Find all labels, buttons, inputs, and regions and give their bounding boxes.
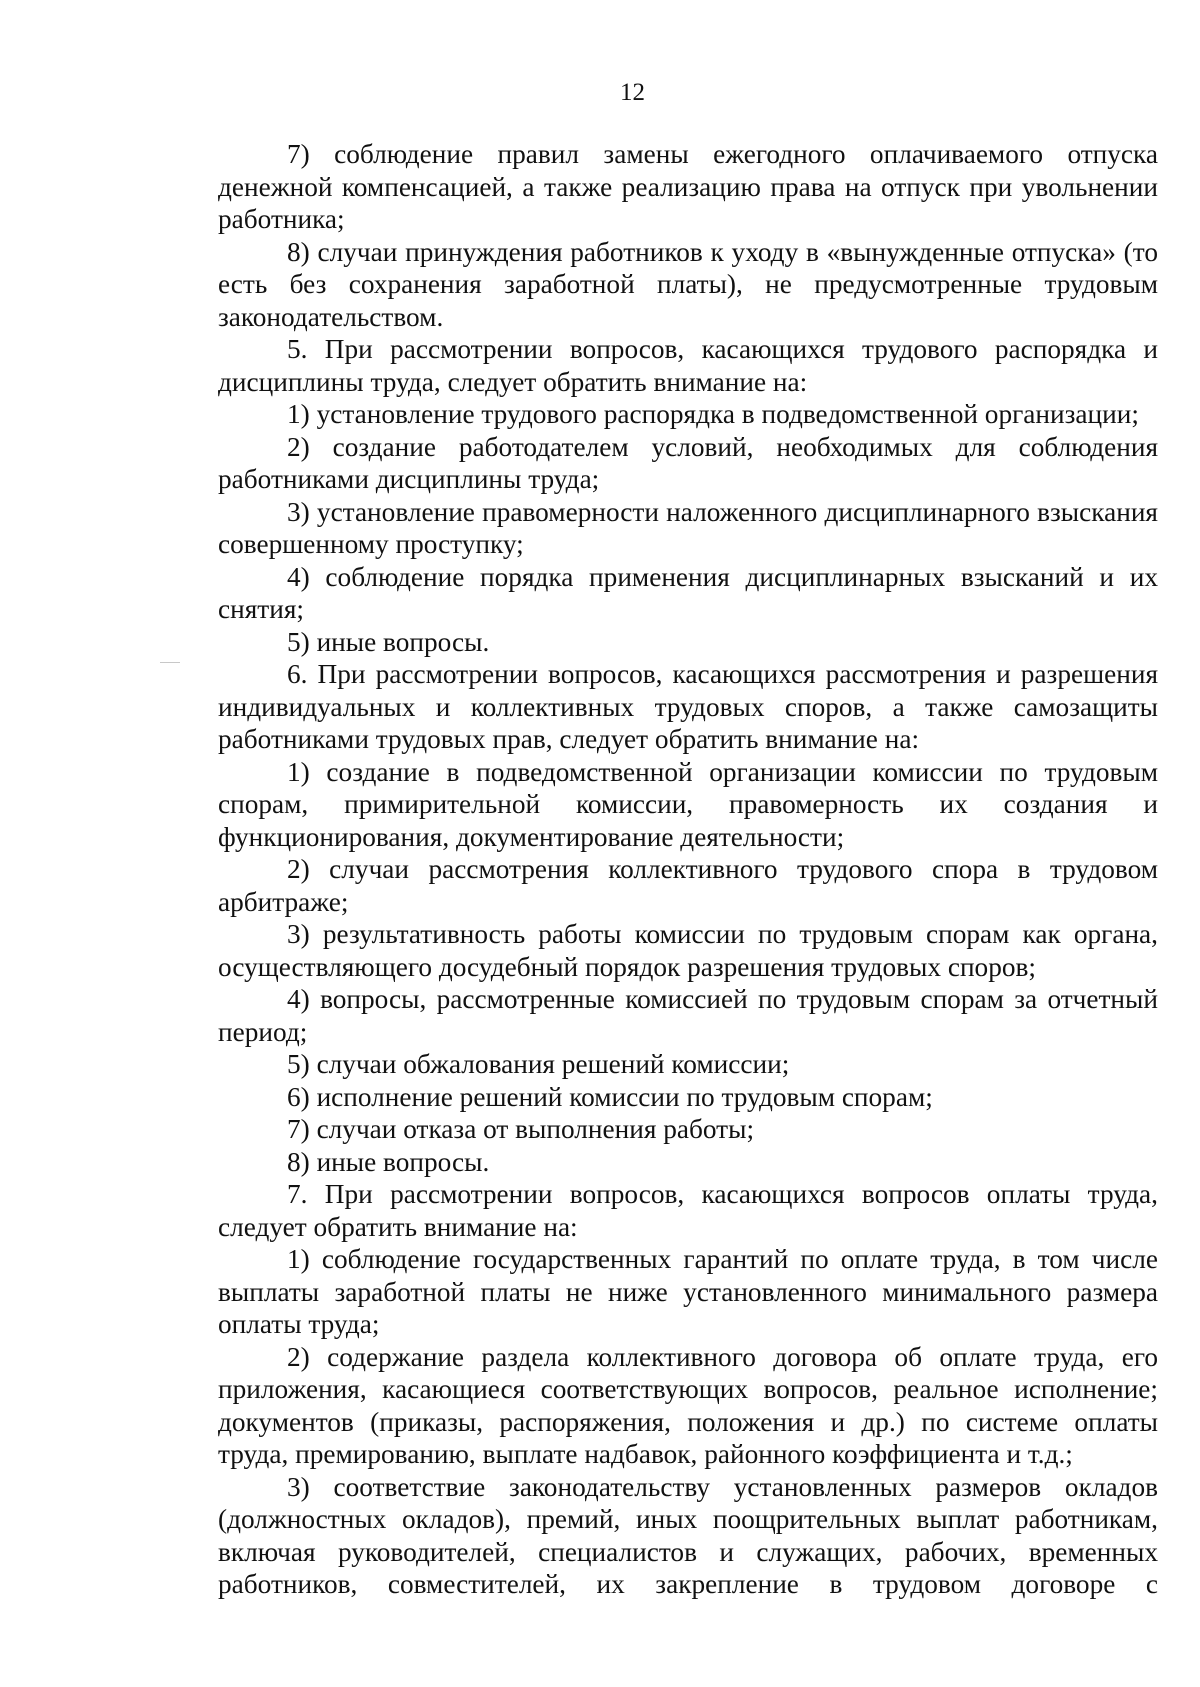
paragraph-item-8-forced-leave: 8) случаи принуждения работников к уходу в «вынужденные отпуска» (то есть без сохранения заработной платы), не предусмотренные трудовым законодательством. — [218, 236, 1158, 332]
paragraph-item-3-effectiveness: 3) результативность работы комиссии по трудовым спорам как органа, осуществляющего досудебный порядок разрешения трудовых споров; — [218, 919, 1158, 982]
paragraph-item-5-appeals: 5) случаи обжалования решений комиссии; — [287, 1049, 790, 1079]
paragraph-item-4-reviewed-issues: 4) вопросы, рассмотренные комиссией по трудовым спорам за отчетный период; — [218, 984, 1158, 1047]
paragraph-item-2-agreement: 2) содержание раздела коллективного договора об оплате труда, его приложения, касающиеся соответствующих вопросов, реальное исполнение; документов (приказы, распоряжения, положения и др.) по системе оплаты труда, премированию, выплате надбавок, районного коэффициента и т.д.; — [218, 1341, 1158, 1469]
paragraph-section-7-wages: 7. При рассмотрении вопросов, касающихся вопросов оплаты труда, следует обратить внимание на: — [218, 1179, 1158, 1242]
paragraph-item-7-vacation-compensation: 7) соблюдение правил замены ежегодного оплачиваемого отпуска денежной компенсацией, а также реализацию права на отпуск при увольнении работника; — [218, 139, 1158, 234]
paragraph-item-1-work-schedule: 1) установление трудового распорядка в подведомственной организации; — [287, 399, 1139, 429]
paragraph-item-8-other: 8) иные вопросы. — [287, 1146, 490, 1177]
paragraph-item-3-compliance: 3) соответствие законодательству установленных размеров окладов (должностных окладов), премий, иных поощрительных выплат работникам, включая руководителей, специалистов и служащих, рабочих, временных работников, совместителей, их закрепление в трудовом договоре с — [218, 1471, 1158, 1599]
paragraph-item-5-other: 5) иные вопросы. — [287, 626, 490, 657]
paragraph-section-5-discipline: 5. При рассмотрении вопросов, касающихся трудового распорядка и дисциплины труда, следует обратить внимание на: — [218, 334, 1158, 397]
paragraph-item-2-conditions: 2) создание работодателем условий, необходимых для соблюдения работниками дисциплины труда; — [218, 431, 1158, 494]
paragraph-section-6-disputes: 6. При рассмотрении вопросов, касающихся рассмотрения и разрешения индивидуальных и коллективных трудовых споров, а также самозащиты работниками трудовых прав, следует обратить внимание на: — [218, 659, 1158, 754]
paragraph-item-4-procedure: 4) соблюдение порядка применения дисциплинарных взысканий и их снятия; — [218, 561, 1158, 624]
paragraph-item-3-lawfulness: 3) установление правомерности наложенного дисциплинарного взыскания совершенному проступку; — [218, 496, 1158, 559]
page-number: 12 — [620, 79, 645, 106]
paragraph-item-1-commission: 1) создание в подведомственной организации комиссии по трудовым спорам, примирительной комиссии, правомерность их создания и функционирования, документирование деятельности; — [218, 756, 1158, 852]
margin-mark — [160, 662, 180, 663]
paragraph-item-2-arbitration: 2) случаи рассмотрения коллективного трудового спора в трудовом арбитраже; — [218, 854, 1158, 917]
document-body — [218, 138, 1158, 1601]
paragraph-item-1-guarantees: 1) соблюдение государственных гарантий по оплате труда, в том числе выплаты заработной платы не ниже установленного минимального размера оплаты труда; — [218, 1244, 1158, 1339]
paragraph-item-7-refusal: 7) случаи отказа от выполнения работы; — [287, 1114, 755, 1144]
paragraph-item-6-execution: 6) исполнение решений комиссии по трудовым спорам; — [287, 1081, 933, 1112]
